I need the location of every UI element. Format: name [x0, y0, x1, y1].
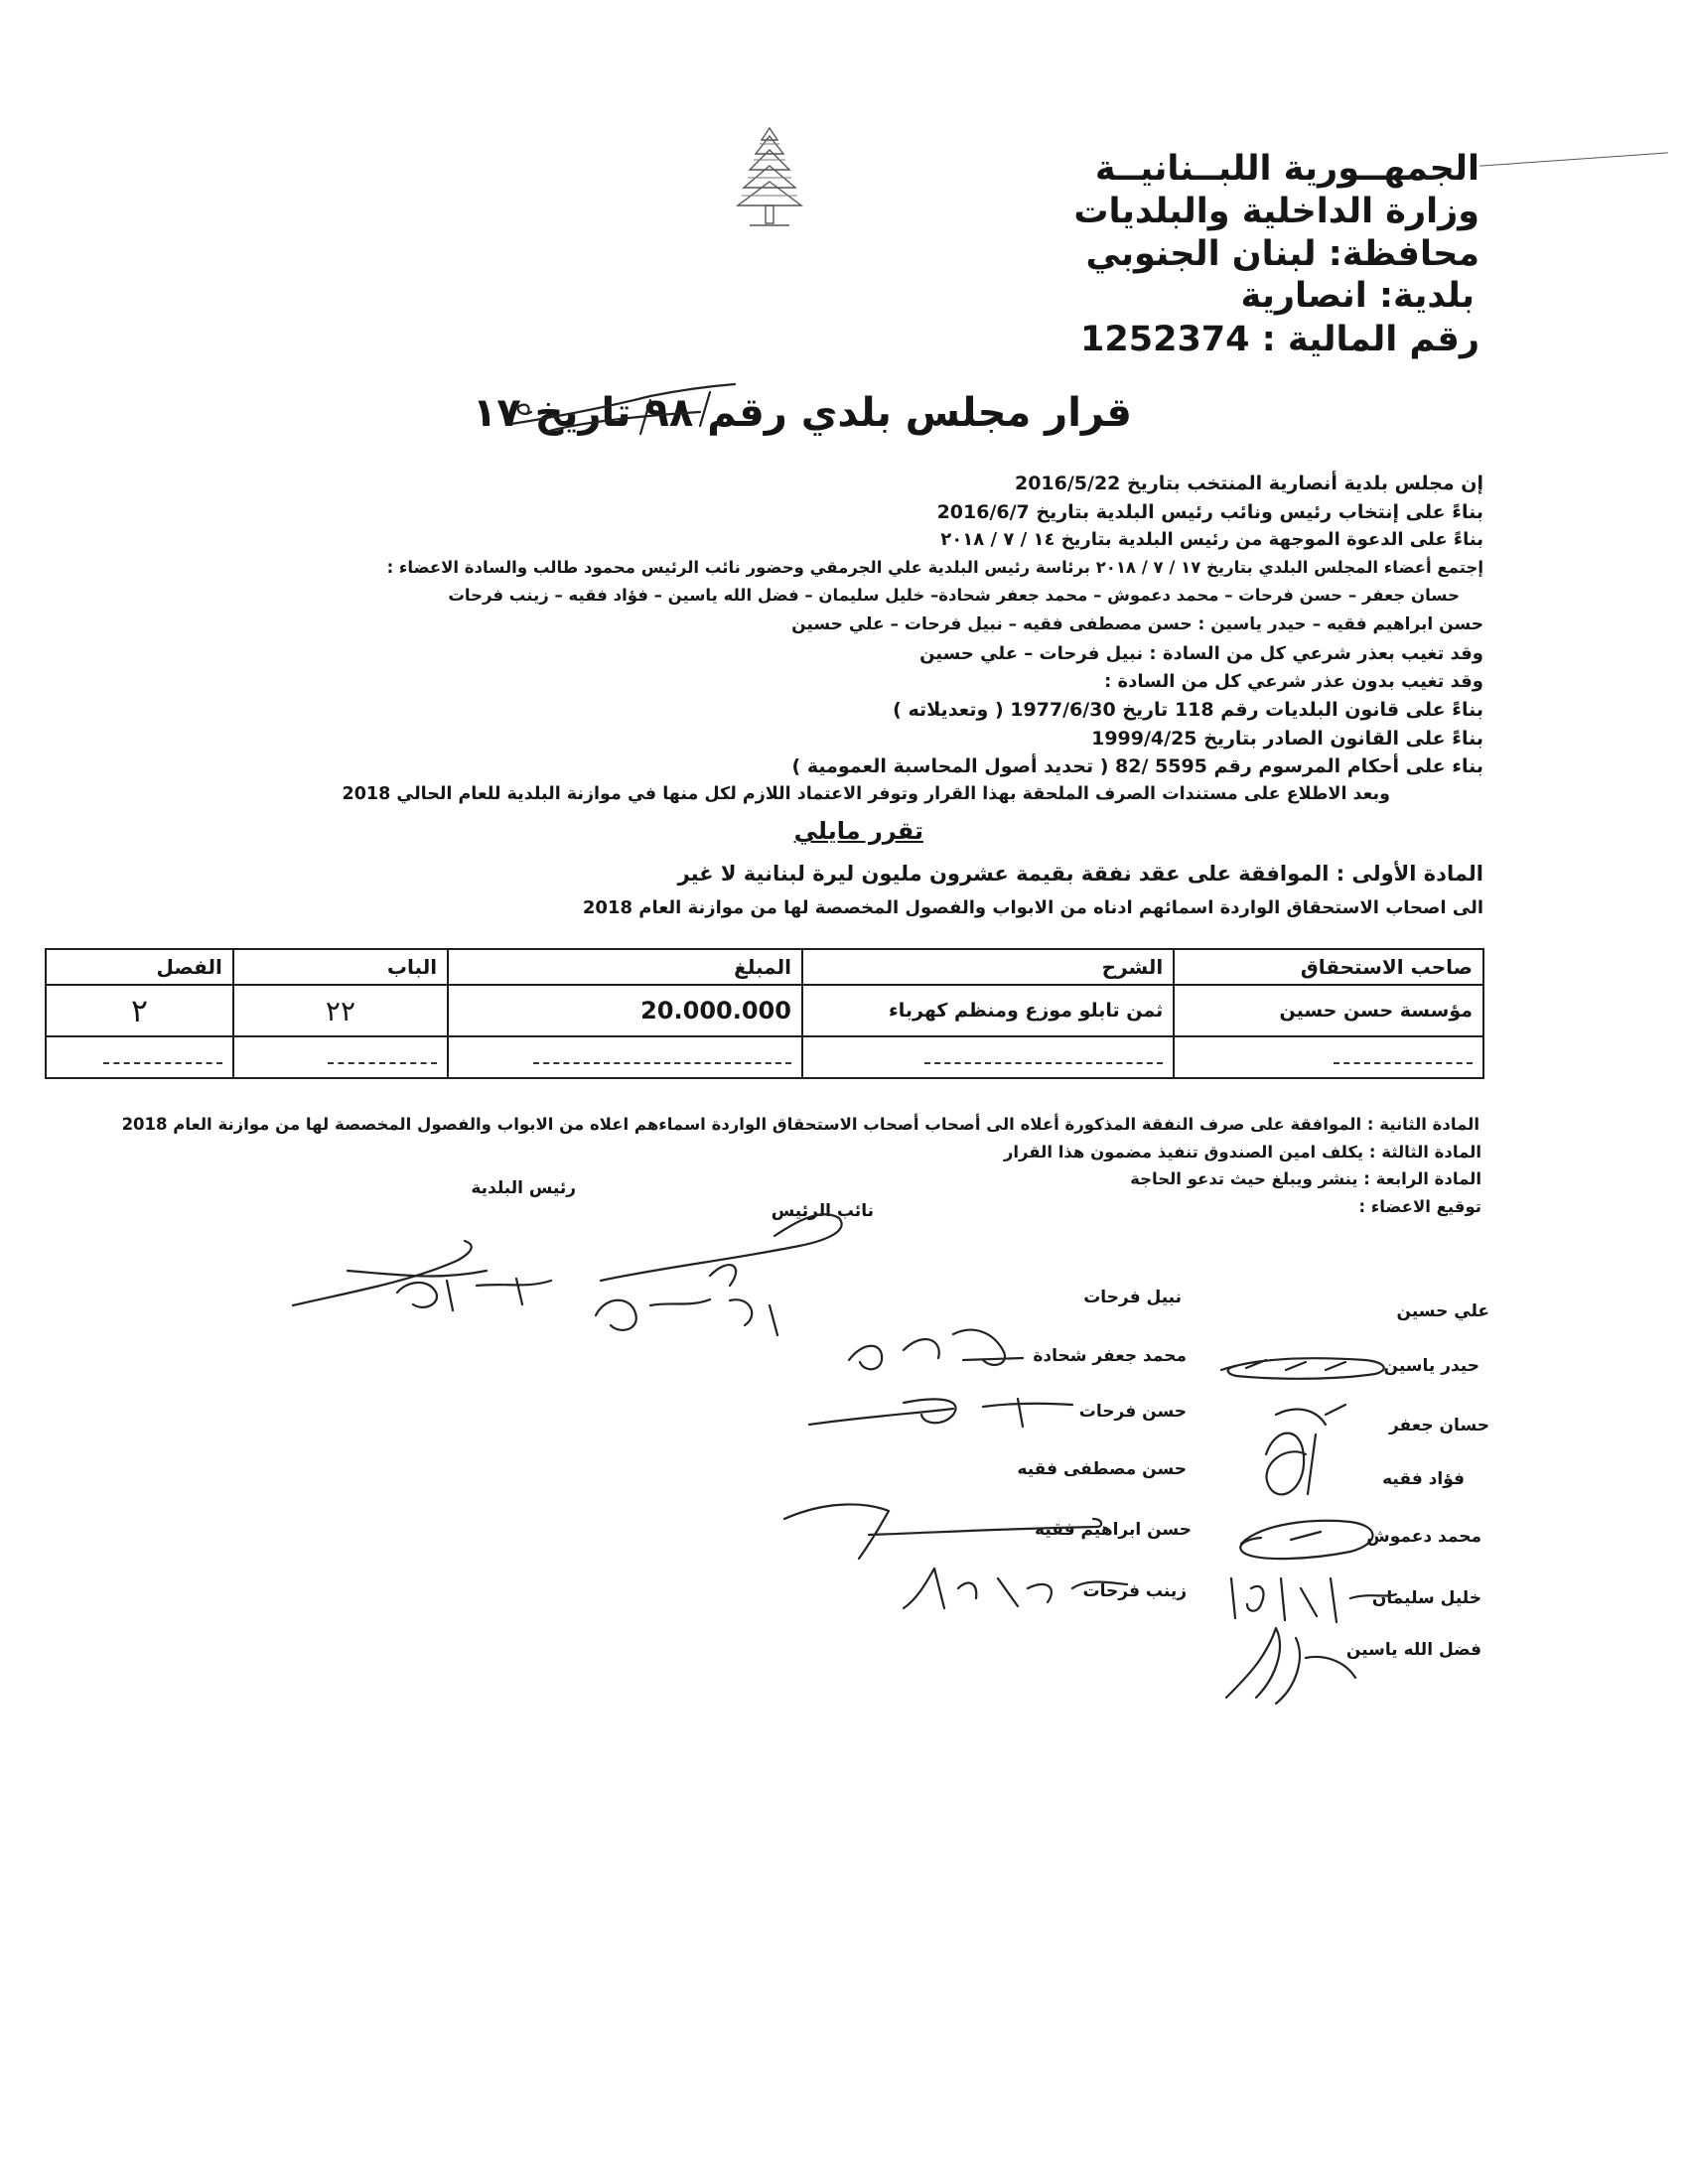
body-line-law: بناءً على قانون البلديات رقم 118 تاريخ 1977/6/30 ( وتعديلاته ) — [893, 699, 1483, 721]
dash-line — [328, 1050, 437, 1064]
member-hassan-mustafa-fakih: حسن مصطفى فقيه — [1017, 1459, 1187, 1479]
col-description: الشرح — [802, 949, 1174, 985]
resolution-heading: تقرر مايلي — [793, 817, 923, 845]
signature-mohammad-jaafar — [844, 1320, 1033, 1380]
member-zeinab-farhat: زينب فرحات — [1082, 1581, 1187, 1601]
table-row — [46, 985, 1483, 1036]
expense-table — [45, 948, 1484, 1079]
empty-cell — [1174, 1036, 1483, 1078]
header-governorate: محافظة: لبنان الجنوبي — [1085, 234, 1479, 274]
body-line-election: بناءً على إنتخاب رئيس ونائب رئيس البلدية بتاريخ 2016/6/7 — [936, 501, 1483, 523]
col-chapter: الفصل — [46, 949, 233, 985]
article-four: المادة الرابعة : ينشر ويبلغ حيث تدعو الحاجة — [1130, 1169, 1481, 1188]
financial-number-label: رقم المالية : — [1261, 320, 1479, 359]
member-khalil-suleiman: خليل سليمان — [1371, 1588, 1481, 1608]
body-line-invitation: بناءً على الدعوة الموجهة من رئيس البلدية بتاريخ ١٤ / ٧ / ٢٠١٨ — [940, 529, 1483, 550]
body-line-decree: بناء على أحكام المرسوم رقم 5595 /82 ( تحديد أصول المحاسبة العمومية ) — [791, 755, 1483, 777]
col-section: الباب — [233, 949, 448, 985]
member-nabil-farhat: نبيل فرحات — [1083, 1288, 1182, 1307]
empty-cell — [233, 1036, 448, 1078]
body-line-absent-unexcused: وقد تغيب بدون عذر شرعي كل من السادة : — [1104, 671, 1483, 692]
member-ali-hussein: علي حسين — [1396, 1301, 1489, 1321]
label-president: رئيس البلدية — [471, 1178, 576, 1198]
table-empty-row — [46, 1036, 1483, 1078]
signature-haidar-yassin — [1216, 1340, 1395, 1390]
member-mohammad-damoush: محمد دعموش — [1366, 1527, 1481, 1547]
header-financial-number — [1080, 320, 1479, 359]
dash-line — [924, 1050, 1163, 1064]
cell-beneficiary: مؤسسة حسن حسين — [1174, 985, 1483, 1036]
table-header-row — [46, 949, 1483, 985]
member-fouad-fakih: فؤاد فقيه — [1382, 1469, 1465, 1489]
article-one-continued: الى اصحاب الاستحقاق الواردة اسمائهم ادناه من الابواب والفصول المخصصة لها من موازنة العام 2018 — [582, 897, 1483, 918]
signature-vice-president — [581, 1196, 879, 1345]
empty-cell — [802, 1036, 1174, 1078]
body-line-elected: إن مجلس بلدية أنصارية المنتخب بتاريخ 2016/5/22 — [1014, 473, 1483, 494]
signature-hassan-ibrahim — [779, 1489, 1107, 1569]
member-haidar-yassin: حيدر ياسين — [1383, 1356, 1479, 1376]
body-line-absent-excused: وقد تغيب بعذر شرعي كل من السادة : نبيل فرحات – علي حسين — [919, 643, 1483, 664]
header-rule — [1479, 152, 1668, 166]
signature-zeinab-farhat — [899, 1559, 1137, 1618]
cell-section: ٢٢ — [233, 985, 448, 1036]
header-municipality: بلدية: انصارية — [1240, 276, 1475, 316]
dash-line — [1334, 1050, 1473, 1064]
signature-hassan-jaafar — [1246, 1395, 1365, 1514]
dash-line — [533, 1050, 791, 1064]
cell-amount: 20.000.000 — [448, 985, 802, 1036]
signature-president — [288, 1231, 566, 1320]
signature-fadlallah-yassin — [1216, 1618, 1365, 1707]
cedar-emblem-icon — [730, 124, 809, 231]
cell-description: ثمن تابلو موزع ومنظم كهرباء — [802, 985, 1174, 1036]
member-hassan-ibrahim-fakih: حسن ابراهيم فقيه — [1035, 1520, 1192, 1540]
body-line-law-date: بناءً على القانون الصادر بتاريخ 1999/4/25 — [1091, 728, 1483, 750]
body-line-review: وبعد الاطلاع على مستندات الصرف الملحقة بهذا القرار وتوفر الاعتماد اللازم لكل منها في موازنة البلدية للعام الحالي 2018 — [342, 784, 1390, 804]
signature-mohammad-damoush — [1231, 1504, 1390, 1573]
signature-hassan-farhat — [804, 1385, 1082, 1444]
decision-title: قرار مجلس بلدي رقم ٩٨ تاريخ ١٧ — [472, 390, 1132, 436]
empty-cell — [448, 1036, 802, 1078]
article-three: المادة الثالثة : يكلف امين الصندوق تنفيذ مضمون هذا القرار — [1003, 1143, 1481, 1161]
body-line-meeting: إجتمع أعضاء المجلس البلدي بتاريخ ١٧ / ٧ / ٢٠١٨ برئاسة رئيس البلدية علي الجرمقي وحضور نائب الرئيس محمود طالب والسادة الاعضاء : — [386, 558, 1483, 577]
member-mohammad-jaafar-shehadeh: محمد جعفر شحادة — [1033, 1346, 1187, 1366]
member-hassan-farhat: حسن فرحات — [1078, 1402, 1187, 1422]
header-republic: الجمهــورية اللبــنانيــة — [1094, 149, 1479, 189]
article-two: المادة الثانية : الموافقة على صرف النفقة المذكورة أعلاه الى أصحاب أصحاب الاستحقاق الواردة اسماءهم اعلاه من الابواب والفصول المخصصة لها من موازنة العام 2018 — [121, 1115, 1479, 1134]
financial-number-value: 1252374 — [1080, 320, 1250, 359]
cell-chapter: ٢ — [46, 985, 233, 1036]
signatures-label: توقيع الاعضاء : — [1358, 1197, 1481, 1216]
body-line-members-2: حسن ابراهيم فقيه – حيدر ياسين : حسن مصطفى فقيه – نبيل فرحات – علي حسين — [791, 614, 1483, 634]
col-beneficiary: صاحب الاستحقاق — [1174, 949, 1483, 985]
article-one: المادة الأولى : الموافقة على عقد نفقة بقيمة عشرون مليون ليرة لبنانية لا غير — [677, 862, 1483, 886]
col-amount: المبلغ — [448, 949, 802, 985]
dash-line — [103, 1050, 222, 1064]
body-line-members: حسان جعفر – حسن فرحات – محمد دعموش – محمد جعفر شحادة– خليل سليمان – فضل الله ياسين – فؤاد فقيه – زينب فرحات — [448, 586, 1460, 605]
label-vice-president: نائب الرئيس — [771, 1201, 874, 1221]
header-ministry: وزارة الداخلية والبلديات — [1073, 192, 1479, 231]
member-fadlallah-yassin: فضل الله ياسين — [1345, 1640, 1481, 1660]
empty-cell — [46, 1036, 233, 1078]
member-hassan-jaafar: حسان جعفر — [1388, 1416, 1489, 1435]
